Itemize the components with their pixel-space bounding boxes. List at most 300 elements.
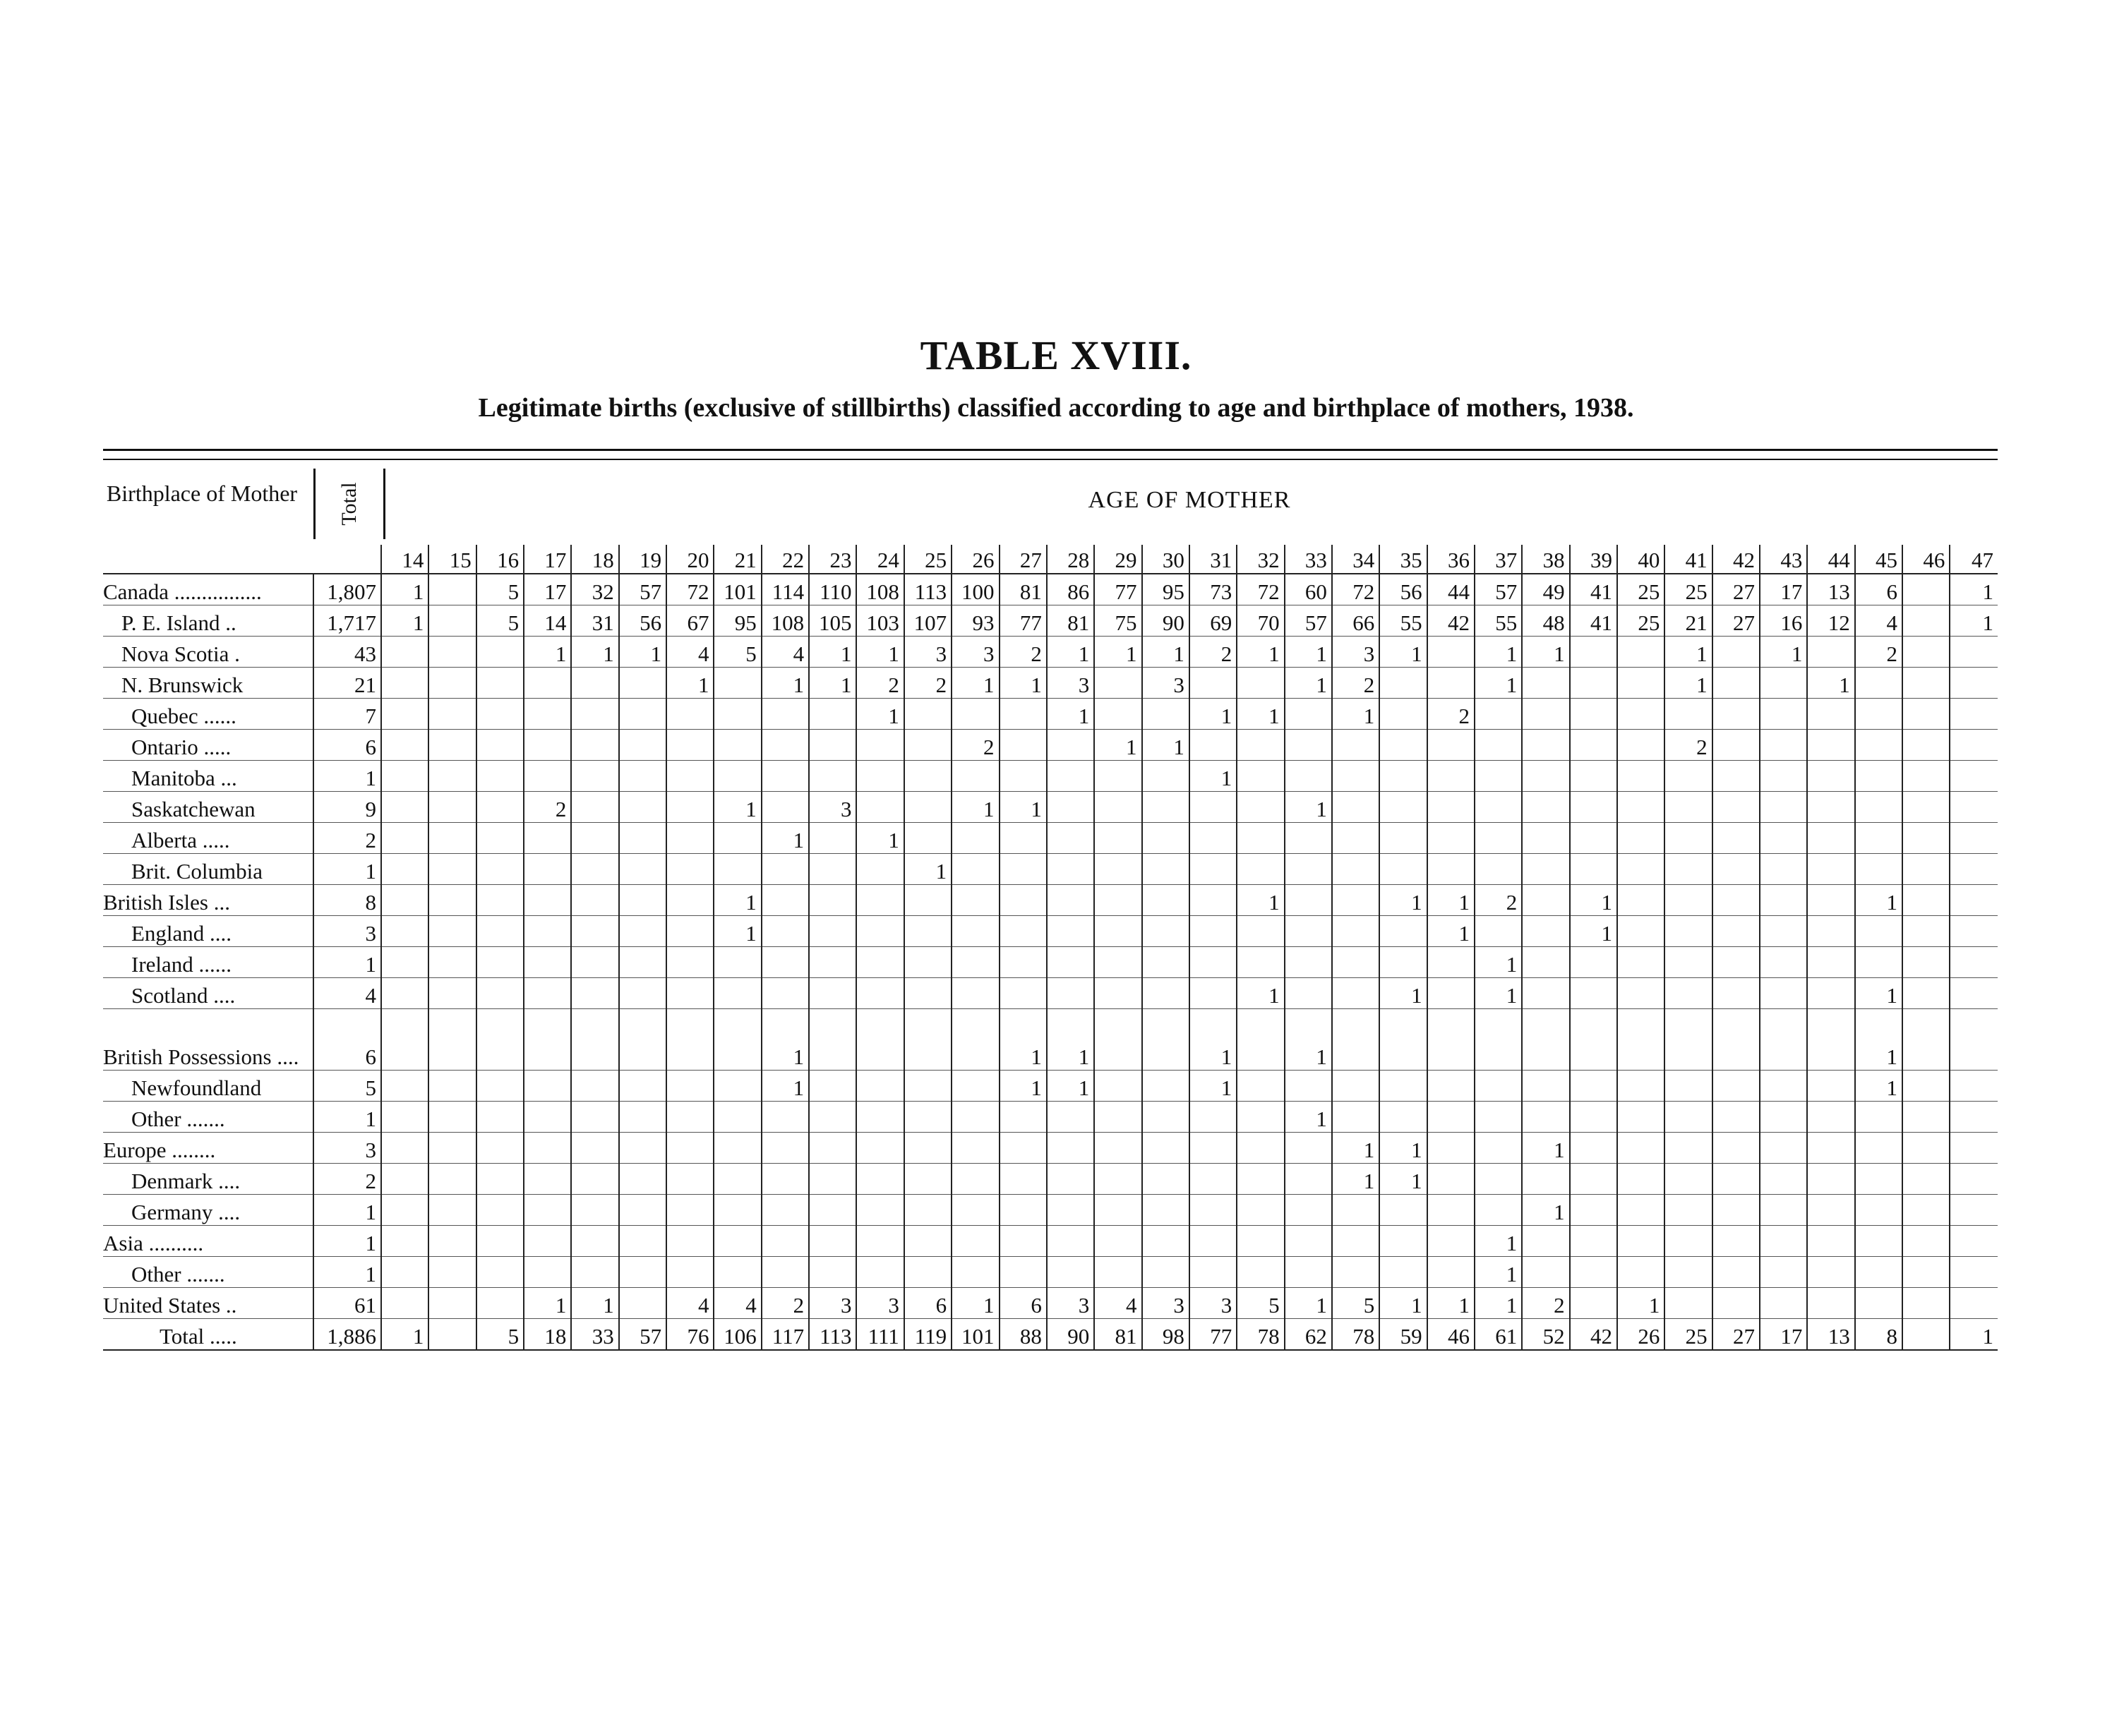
table-cell	[1237, 1102, 1284, 1133]
table-cell	[1189, 947, 1237, 978]
table-cell	[1522, 730, 1569, 761]
table-cell	[904, 1102, 952, 1133]
table-cell: 55	[1475, 605, 1522, 637]
table-cell	[476, 1102, 524, 1133]
table-cell: 60	[1285, 574, 1332, 605]
row-total: 1	[313, 1257, 381, 1288]
table-cell	[952, 1071, 999, 1102]
table-cell	[1950, 730, 1998, 761]
table-cell: 90	[1047, 1319, 1094, 1351]
table-cell	[1332, 1226, 1379, 1257]
table-cell	[476, 1133, 524, 1164]
table-cell	[1760, 1071, 1807, 1102]
age-row-total-spacer	[313, 545, 381, 574]
table-cell	[1094, 916, 1141, 947]
table-cell	[952, 1195, 999, 1226]
table-cell: 66	[1332, 605, 1379, 637]
table-cell	[1807, 1102, 1854, 1133]
table-cell: 25	[1664, 1319, 1712, 1351]
table-cell: 1	[571, 1288, 618, 1319]
table-cell	[1950, 699, 1998, 730]
table-cell	[619, 854, 666, 885]
table-cell	[1427, 1257, 1475, 1288]
table-cell	[762, 761, 809, 792]
row-total: 2	[313, 823, 381, 854]
table-cell	[1902, 1009, 1950, 1071]
table-cell: 17	[1760, 1319, 1807, 1351]
table-cell	[1427, 792, 1475, 823]
table-cell	[1950, 1257, 1998, 1288]
table-cell	[1142, 1102, 1189, 1133]
table-cell	[619, 916, 666, 947]
table-cell	[1617, 1102, 1664, 1133]
table-cell	[1189, 792, 1237, 823]
table-cell: 77	[1189, 1319, 1237, 1351]
table-cell	[714, 1133, 761, 1164]
table-cell	[1522, 854, 1569, 885]
table-cell	[666, 916, 714, 947]
table-cell: 1	[1427, 916, 1475, 947]
table-cell	[1855, 1257, 1902, 1288]
table-cell	[1855, 947, 1902, 978]
table-cell: 4	[1855, 605, 1902, 637]
table-cell	[809, 978, 856, 1009]
row-label: Newfoundland	[103, 1071, 313, 1102]
table-cell	[1807, 1288, 1854, 1319]
table-cell: 3	[856, 1288, 904, 1319]
table-row	[103, 637, 1998, 668]
row-label: N. Brunswick	[103, 668, 313, 699]
table-cell	[952, 1257, 999, 1288]
table-cell	[1712, 1164, 1760, 1195]
table-cell	[856, 1195, 904, 1226]
table-cell: 3	[1047, 668, 1094, 699]
table-cell	[666, 1102, 714, 1133]
table-cell	[1000, 978, 1047, 1009]
table-cell	[619, 1226, 666, 1257]
table-cell	[381, 1195, 428, 1226]
table-cell: 1	[856, 823, 904, 854]
table-cell	[1332, 823, 1379, 854]
table-cell	[1807, 761, 1854, 792]
table-cell	[524, 668, 571, 699]
table-cell	[1427, 947, 1475, 978]
table-cell	[1664, 885, 1712, 916]
table-cell	[1570, 1133, 1617, 1164]
table-cell	[1570, 699, 1617, 730]
table-cell: 1	[1522, 1133, 1569, 1164]
table-cell	[1094, 1195, 1141, 1226]
table-cell	[1760, 947, 1807, 978]
table-cell: 3	[1189, 1288, 1237, 1319]
table-cell	[571, 730, 618, 761]
table-cell	[1902, 605, 1950, 637]
table-cell	[1094, 668, 1141, 699]
table-cell: 77	[1000, 605, 1047, 637]
table-cell	[571, 699, 618, 730]
table-cell	[952, 916, 999, 947]
table-cell	[1332, 1257, 1379, 1288]
row-label: Quebec ......	[103, 699, 313, 730]
table-row	[103, 699, 1998, 730]
table-cell	[571, 1164, 618, 1195]
table-cell	[1950, 1071, 1998, 1102]
table-cell	[762, 1133, 809, 1164]
row-label: Germany ....	[103, 1195, 313, 1226]
table-cell: 81	[1094, 1319, 1141, 1351]
row-total: 6	[313, 730, 381, 761]
table-cell	[1807, 730, 1854, 761]
table-cell: 1	[1475, 978, 1522, 1009]
table-cell	[1807, 854, 1854, 885]
table-cell	[1000, 823, 1047, 854]
table-cell	[1950, 854, 1998, 885]
table-cell	[1189, 885, 1237, 916]
table-cell	[1807, 1133, 1854, 1164]
table-row	[103, 947, 1998, 978]
table-cell: 1	[1189, 699, 1237, 730]
table-cell	[1000, 885, 1047, 916]
table-cell	[809, 823, 856, 854]
table-cell	[1047, 1226, 1094, 1257]
row-total: 1,807	[313, 574, 381, 605]
table-cell: 1	[762, 1071, 809, 1102]
table-row	[103, 1009, 1998, 1071]
table-cell	[1332, 1009, 1379, 1071]
table-cell	[1570, 1257, 1617, 1288]
table-cell: 41	[1570, 574, 1617, 605]
table-cell	[1047, 978, 1094, 1009]
table-cell	[619, 761, 666, 792]
table-cell	[1332, 1102, 1379, 1133]
table-cell	[1712, 1226, 1760, 1257]
table-cell: 6	[1000, 1288, 1047, 1319]
table-cell	[952, 699, 999, 730]
table-cell	[856, 730, 904, 761]
table-cell	[952, 1009, 999, 1071]
table-cell	[762, 854, 809, 885]
table-cell	[1142, 1257, 1189, 1288]
table-cell	[714, 1195, 761, 1226]
table-cell	[428, 730, 476, 761]
table-cell	[1094, 854, 1141, 885]
row-label: Europe ........	[103, 1133, 313, 1164]
table-cell	[1712, 1133, 1760, 1164]
table-cell	[1094, 761, 1141, 792]
table-cell: 1	[1237, 699, 1284, 730]
table-cell	[1522, 916, 1569, 947]
table-cell	[1237, 761, 1284, 792]
table-cell	[619, 885, 666, 916]
table-cell	[1950, 1102, 1998, 1133]
table-cell	[1807, 1071, 1854, 1102]
table-cell	[476, 823, 524, 854]
table-cell: 1	[1617, 1288, 1664, 1319]
row-label: Canada ................	[103, 574, 313, 605]
table-cell: 73	[1189, 574, 1237, 605]
table-cell: 2	[856, 668, 904, 699]
table-cell	[1094, 1164, 1141, 1195]
table-cell: 16	[1760, 605, 1807, 637]
table-cell	[524, 978, 571, 1009]
table-cell	[1664, 978, 1712, 1009]
table-cell: 1	[952, 792, 999, 823]
table-cell	[1142, 978, 1189, 1009]
table-cell	[1285, 1226, 1332, 1257]
age-column-header: 40	[1617, 545, 1664, 574]
table-cell: 1	[1522, 1195, 1569, 1226]
table-cell: 70	[1237, 605, 1284, 637]
table-cell	[428, 947, 476, 978]
table-cell	[1950, 978, 1998, 1009]
table-cell	[1237, 854, 1284, 885]
age-column-header: 42	[1712, 545, 1760, 574]
table-cell	[476, 1226, 524, 1257]
table-cell	[1617, 792, 1664, 823]
table-cell	[809, 885, 856, 916]
table-cell	[666, 885, 714, 916]
table-cell: 2	[762, 1288, 809, 1319]
table-cell	[1617, 699, 1664, 730]
table-cell	[809, 1133, 856, 1164]
table-cell: 113	[904, 574, 952, 605]
table-cell	[524, 1133, 571, 1164]
table-cell	[1285, 1195, 1332, 1226]
table-cell	[809, 1195, 856, 1226]
age-column-header: 15	[428, 545, 476, 574]
table-cell: 119	[904, 1319, 952, 1351]
table-cell	[1237, 947, 1284, 978]
table-cell: 1	[666, 668, 714, 699]
age-column-header: 18	[571, 545, 618, 574]
table-cell	[1475, 1071, 1522, 1102]
table-cell	[666, 730, 714, 761]
table-cell: 1	[1855, 1071, 1902, 1102]
table-cell	[904, 1071, 952, 1102]
table-cell	[666, 1133, 714, 1164]
table-cell	[1855, 730, 1902, 761]
table-cell: 5	[476, 1319, 524, 1351]
table-cell	[1522, 792, 1569, 823]
table-cell	[1664, 854, 1712, 885]
table-cell	[428, 885, 476, 916]
table-cell	[714, 1071, 761, 1102]
table-cell	[904, 947, 952, 978]
table-cell	[381, 854, 428, 885]
age-header-row	[103, 545, 1998, 574]
row-label: Other .......	[103, 1257, 313, 1288]
table-cell	[1094, 885, 1141, 916]
table-cell	[1379, 1226, 1427, 1257]
table-cell	[1712, 699, 1760, 730]
table-cell	[571, 792, 618, 823]
table-cell	[856, 1133, 904, 1164]
table-cell	[952, 885, 999, 916]
table-cell: 3	[1142, 668, 1189, 699]
table-cell	[1379, 1195, 1427, 1226]
table-cell: 1	[524, 1288, 571, 1319]
table-cell	[1475, 916, 1522, 947]
table-cell	[571, 978, 618, 1009]
table-cell	[809, 947, 856, 978]
table-cell	[1570, 668, 1617, 699]
table-cell	[856, 1257, 904, 1288]
table-cell: 1	[1570, 885, 1617, 916]
table-cell: 1	[714, 792, 761, 823]
table-cell	[1950, 947, 1998, 978]
table-cell	[619, 792, 666, 823]
table-cell	[1760, 1102, 1807, 1133]
table-cell	[1617, 1257, 1664, 1288]
table-cell	[1427, 1226, 1475, 1257]
table-cell: 2	[1332, 668, 1379, 699]
table-cell: 111	[856, 1319, 904, 1351]
table-cell: 95	[1142, 574, 1189, 605]
table-cell: 1	[809, 637, 856, 668]
table-cell	[1664, 792, 1712, 823]
table-cell	[904, 730, 952, 761]
table-cell	[1807, 1257, 1854, 1288]
table-cell	[524, 699, 571, 730]
table-row	[103, 730, 1998, 761]
table-cell	[571, 1133, 618, 1164]
table-cell	[524, 730, 571, 761]
table-cell	[1760, 1257, 1807, 1288]
table-cell	[856, 885, 904, 916]
table-cell	[1000, 1257, 1047, 1288]
table-cell	[1617, 854, 1664, 885]
table-cell	[1950, 1226, 1998, 1257]
table-row	[103, 761, 1998, 792]
table-cell	[1664, 1257, 1712, 1288]
table-cell	[524, 947, 571, 978]
table-cell	[1285, 916, 1332, 947]
table-cell: 1	[1142, 637, 1189, 668]
table-cell: 1	[1664, 637, 1712, 668]
table-cell: 3	[1332, 637, 1379, 668]
table-cell	[952, 1164, 999, 1195]
table-cell	[1142, 1164, 1189, 1195]
table-cell: 3	[904, 637, 952, 668]
table-cell: 5	[476, 574, 524, 605]
row-total: 3	[313, 1133, 381, 1164]
age-column-header: 39	[1570, 545, 1617, 574]
table-cell	[1712, 1102, 1760, 1133]
table-cell	[1760, 978, 1807, 1009]
table-cell: 1	[1475, 637, 1522, 668]
top-rule	[103, 449, 1998, 451]
table-cell	[1760, 792, 1807, 823]
table-cell	[428, 668, 476, 699]
table-cell	[1807, 916, 1854, 947]
total-row	[103, 1319, 1998, 1351]
table-cell: 101	[714, 574, 761, 605]
table-cell	[762, 1257, 809, 1288]
table-cell: 1	[1475, 1288, 1522, 1319]
table-cell	[571, 854, 618, 885]
table-cell	[619, 1102, 666, 1133]
table-cell: 27	[1712, 1319, 1760, 1351]
table-cell	[1475, 1133, 1522, 1164]
table-cell	[1617, 637, 1664, 668]
table-cell	[1712, 761, 1760, 792]
table-cell	[1807, 823, 1854, 854]
table-cell	[1617, 1071, 1664, 1102]
table-cell	[1902, 916, 1950, 947]
table-cell	[1522, 823, 1569, 854]
table-cell: 1	[1094, 730, 1141, 761]
row-label: United States ..	[103, 1288, 313, 1319]
table-cell: 1	[1189, 1071, 1237, 1102]
table-cell	[1237, 916, 1284, 947]
table-cell	[619, 1257, 666, 1288]
table-cell: 57	[619, 1319, 666, 1351]
table-cell	[1950, 637, 1998, 668]
table-cell	[1570, 1195, 1617, 1226]
table-cell	[619, 1195, 666, 1226]
table-cell	[1285, 978, 1332, 1009]
table-cell	[1285, 730, 1332, 761]
table-cell	[1189, 1226, 1237, 1257]
table-cell	[428, 1195, 476, 1226]
table-cell	[1855, 699, 1902, 730]
table-row	[103, 885, 1998, 916]
table-cell	[1522, 1102, 1569, 1133]
table-cell	[476, 916, 524, 947]
table-cell	[1332, 761, 1379, 792]
table-cell: 4	[714, 1288, 761, 1319]
table-cell: 1	[1855, 978, 1902, 1009]
table-cell	[1522, 885, 1569, 916]
table-cell	[1189, 1133, 1237, 1164]
table-cell: 1	[1379, 885, 1427, 916]
table-row	[103, 1071, 1998, 1102]
table-cell	[381, 792, 428, 823]
table-cell: 1	[1807, 668, 1854, 699]
table-cell	[856, 947, 904, 978]
table-cell	[1712, 668, 1760, 699]
table-cell	[1902, 854, 1950, 885]
table-cell	[524, 1257, 571, 1288]
table-cell	[619, 947, 666, 978]
table-cell: 1	[1475, 947, 1522, 978]
table-cell	[571, 1195, 618, 1226]
table-cell: 2	[952, 730, 999, 761]
table-cell	[1000, 1102, 1047, 1133]
table-cell	[1475, 1164, 1522, 1195]
table-cell	[1712, 978, 1760, 1009]
table-cell: 3	[952, 637, 999, 668]
table-cell: 1	[1379, 978, 1427, 1009]
table-cell	[1902, 1257, 1950, 1288]
table-cell	[1902, 885, 1950, 916]
table-cell: 114	[762, 574, 809, 605]
table-cell	[476, 730, 524, 761]
table-cell	[1522, 1164, 1569, 1195]
table-cell	[1712, 730, 1760, 761]
table-cell	[1617, 823, 1664, 854]
table-cell	[1570, 854, 1617, 885]
table-cell	[666, 978, 714, 1009]
table-cell	[1617, 761, 1664, 792]
table-cell: 1	[1237, 885, 1284, 916]
table-cell	[1379, 1009, 1427, 1071]
table-cell	[1000, 1133, 1047, 1164]
table-row	[103, 1164, 1998, 1195]
total-header-label: Total	[337, 482, 361, 526]
table-cell	[1000, 761, 1047, 792]
table-cell: 5	[1332, 1288, 1379, 1319]
